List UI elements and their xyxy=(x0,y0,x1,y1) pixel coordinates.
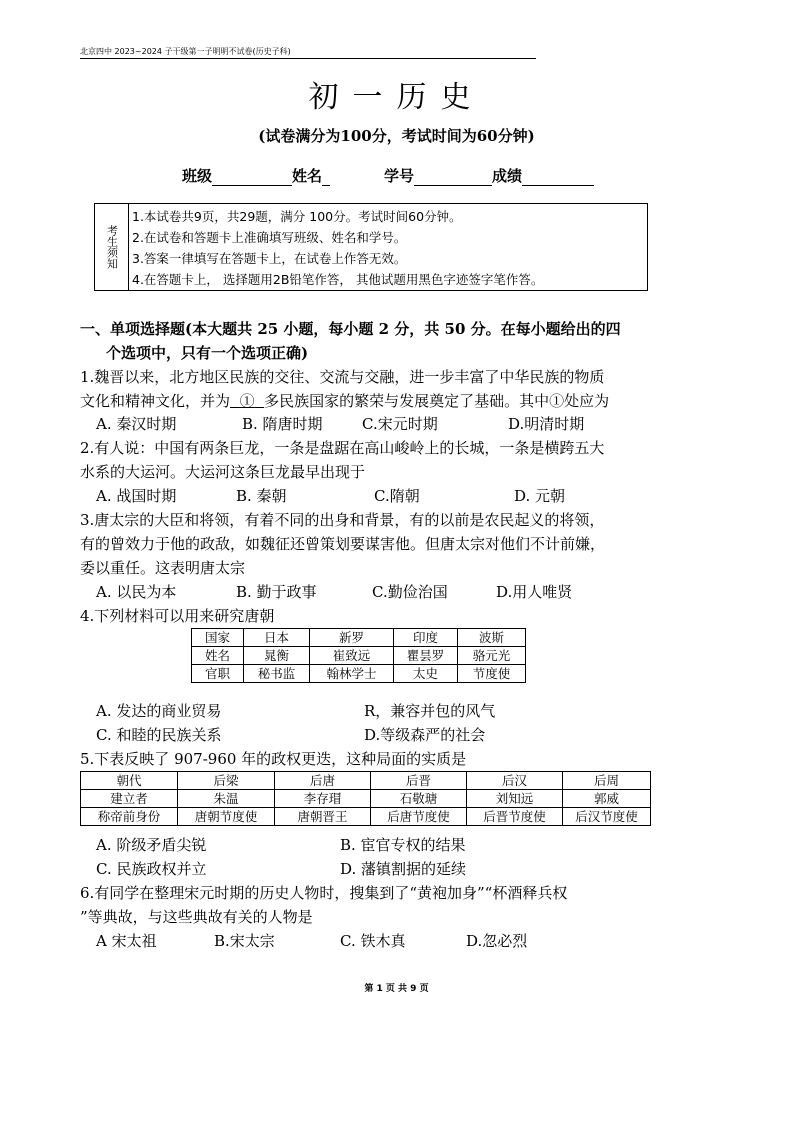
table-cell: 郭威 xyxy=(563,790,651,808)
table-cell: 后汉 xyxy=(467,772,563,790)
option-b[interactable]: B. 隋唐时期 xyxy=(242,415,323,433)
table-cell: 秘书监 xyxy=(244,665,310,683)
page-subtitle: (试卷满分为100分，考试时间为60分钟) xyxy=(258,127,535,145)
table-cell: 石敬瑭 xyxy=(371,790,467,808)
table-cell: 印度 xyxy=(394,629,458,647)
table-cell: 崔致远 xyxy=(310,647,394,665)
table-cell: 称帝前身份 xyxy=(81,808,178,826)
page-title: 初一历史 xyxy=(308,80,485,115)
score-blank[interactable] xyxy=(522,170,594,186)
table-cell: 新罗 xyxy=(310,629,394,647)
name-label: 姓名 xyxy=(292,167,323,185)
class-label: 班级 xyxy=(182,167,213,185)
section-heading: 一、单项选择题(本大题共 25 小题，每小题 2 分，共 50 分。在每小题给出的四 xyxy=(80,320,621,338)
table-cell: 唐朝晋王 xyxy=(275,808,371,826)
table-row xyxy=(81,808,651,826)
table-cell: 唐朝节度使 xyxy=(178,808,275,826)
table-cell: 翰林学士 xyxy=(310,665,394,683)
table-cell: 后周 xyxy=(563,772,651,790)
question-1-text: 1.魏晋以来，北方地区民族的交往、交流与交融，进一步丰富了中华民族的物质 xyxy=(80,368,605,386)
notice-label-cell xyxy=(95,204,129,290)
name-blank[interactable] xyxy=(322,170,330,186)
table-cell: 姓名 xyxy=(192,647,244,665)
question-1-text-cont: 文化和精神文化，并为 ① 多民族国家的繁荣与发展奠定了基础。其中①处应为 xyxy=(80,392,610,410)
question-2-text-cont: 水系的大运河。大运河这条巨龙最早出现于 xyxy=(80,463,366,481)
table-row xyxy=(192,629,526,647)
table-row xyxy=(192,647,526,665)
question-6-text: 6.有同学在整理宋元时期的历史人物时，搜集到了“黄袍加身”“杯酒释兵权 xyxy=(80,884,568,902)
option-d[interactable]: D.用人唯贤 xyxy=(496,583,573,601)
table-cell: 后唐 xyxy=(275,772,371,790)
option-d[interactable]: D. 元朝 xyxy=(514,487,566,505)
table-cell: 太史 xyxy=(394,665,458,683)
option-c[interactable]: C.宋元时期 xyxy=(362,415,438,433)
id-label: 学号 xyxy=(384,167,415,185)
question-5-table xyxy=(80,771,651,826)
table-cell: 波斯 xyxy=(458,629,526,647)
question-4-table xyxy=(191,628,526,683)
option-d[interactable]: D.忽必烈 xyxy=(466,932,528,950)
table-cell: 骆元光 xyxy=(458,647,526,665)
table-row xyxy=(81,790,651,808)
option-a[interactable]: A. 阶级矛盾尖锐 xyxy=(96,836,207,854)
option-a[interactable]: A 宋太祖 xyxy=(96,932,157,950)
option-a[interactable]: A. 以民为本 xyxy=(96,583,177,601)
notice-label: 考生须知 xyxy=(105,225,119,269)
table-row xyxy=(81,772,651,790)
table-cell: 建立者 xyxy=(81,790,178,808)
option-b[interactable]: B. 秦朝 xyxy=(236,487,287,505)
option-b[interactable]: R，兼容并包的风气 xyxy=(364,702,496,720)
notice-item: 2.在试卷和答题卡上准确填写班级、姓名和学号。 xyxy=(132,230,407,245)
table-cell: 刘知远 xyxy=(467,790,563,808)
notice-items xyxy=(132,206,643,290)
notice-item: 1.本试卷共9页，共29题，满分 100分。考试时间60分钟。 xyxy=(132,209,462,224)
notice-item: 3.答案一律填写在答题卡上，在试卷上作答无效。 xyxy=(132,251,407,266)
option-b[interactable]: B. 勤于政事 xyxy=(236,583,317,601)
table-cell: 后汉节度使 xyxy=(563,808,651,826)
option-b[interactable]: B.宋太宗 xyxy=(214,932,275,950)
class-blank[interactable] xyxy=(212,170,292,186)
option-c[interactable]: C.隋朝 xyxy=(374,487,420,505)
page-header: 北京四中 2023~2024 子干级第一子明明不试卷(历史子科) xyxy=(80,47,536,59)
option-c[interactable]: C. 和睦的民族关系 xyxy=(96,726,222,744)
question-3-text-cont: 有的曾效力于他的政敌，如魏征还曾策划要谋害他。但唐太宗对他们不计前嫌， xyxy=(80,535,606,553)
table-cell: 瞿昙罗 xyxy=(394,647,458,665)
option-b[interactable]: B. 宦官专权的结果 xyxy=(340,836,466,854)
question-3-text: 3.唐太宗的大臣和将领，有着不同的出身和背景，有的以前是农民起义的将领， xyxy=(80,511,605,529)
option-a[interactable]: A. 秦汉时期 xyxy=(96,415,177,433)
table-cell: 后晋 xyxy=(371,772,467,790)
option-c[interactable]: C. 民族政权并立 xyxy=(96,860,207,878)
table-cell: 官职 xyxy=(192,665,244,683)
table-cell: 晁衡 xyxy=(244,647,310,665)
notice-item: 4.在答题卡上， 选择题用2B铅笔作答， 其他试题用黑色字迹签字笔作答。 xyxy=(132,272,544,287)
score-label: 成绩 xyxy=(492,167,523,185)
table-cell: 日本 xyxy=(244,629,310,647)
page-footer: 第 1 页 共 9 页 xyxy=(364,984,429,994)
question-4-text: 4.下列材料可以用来研究唐朝 xyxy=(80,607,275,625)
question-6-text-cont: ”等典故，与这些典故有关的人物是 xyxy=(80,908,313,926)
table-cell: 李存瑁 xyxy=(275,790,371,808)
exam-notice-box xyxy=(94,203,648,291)
option-d[interactable]: D. 藩镇割据的延续 xyxy=(340,860,467,878)
table-cell: 国家 xyxy=(192,629,244,647)
answer-blank: ① xyxy=(239,392,255,410)
question-3-text-cont: 委以重任。这表明唐太宗 xyxy=(80,559,246,577)
option-d[interactable]: D.明清时期 xyxy=(508,415,585,433)
table-cell: 节度使 xyxy=(458,665,526,683)
question-2-text: 2.有人说：中国有两条巨龙，一条是盘踞在高山峻岭上的长城，一条是横跨五大 xyxy=(80,439,605,457)
table-cell: 后唐节度使 xyxy=(371,808,467,826)
table-cell: 朝代 xyxy=(81,772,178,790)
section-heading-cont: 个选项中，只有一个选项正确) xyxy=(106,344,309,362)
student-info-row xyxy=(182,166,594,186)
option-a[interactable]: A. 战国时期 xyxy=(96,487,177,505)
option-d[interactable]: D.等级森严的社会 xyxy=(364,726,486,744)
option-c[interactable]: C. 铁木真 xyxy=(340,932,406,950)
id-blank[interactable] xyxy=(414,170,492,186)
table-cell: 后晋节度使 xyxy=(467,808,563,826)
option-a[interactable]: A. 发达的商业贸易 xyxy=(96,702,222,720)
table-row xyxy=(192,665,526,683)
table-cell: 朱温 xyxy=(178,790,275,808)
table-cell: 后梁 xyxy=(178,772,275,790)
option-c[interactable]: C.勤俭治国 xyxy=(372,583,448,601)
question-5-text: 5.下表反映了 907-960 年的政权更迭，这种局面的实质是 xyxy=(80,750,467,768)
